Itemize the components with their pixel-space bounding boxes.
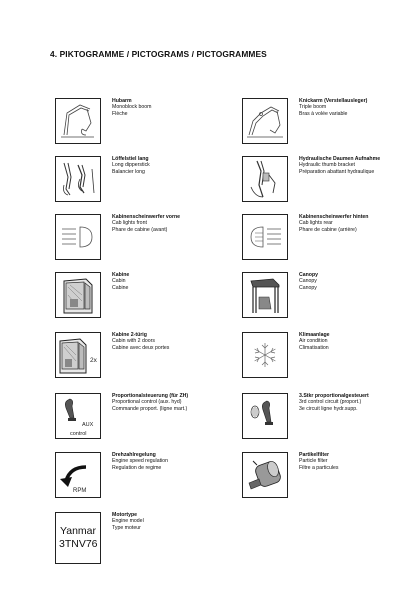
label-fr: Type moteur: [112, 524, 141, 531]
icon-frame: [55, 332, 101, 378]
rear-light-icon: [243, 215, 287, 259]
label-en: Cab lights front: [112, 220, 147, 227]
label-en: Triple boom: [299, 104, 327, 111]
pictogram-triple-boom: [242, 98, 416, 148]
label-en: Cabin with 2 doors: [112, 338, 155, 345]
icon-label-yanmar: Yanmar: [60, 525, 96, 537]
page-title: 4. PIKTOGRAMME / PICTOGRAMS / PICTOGRAMMES: [50, 49, 267, 59]
icon-frame: [55, 272, 101, 318]
label-en: Particle filter: [299, 458, 328, 465]
cabin-two-doors-icon: [56, 333, 100, 377]
label-de: Motortype: [112, 512, 138, 518]
pictogram-cabin-two-doors: [55, 332, 245, 382]
pictogram-proportional-control: [55, 393, 245, 443]
label-fr: Climatisation: [299, 344, 329, 351]
icon-frame: [242, 452, 288, 498]
label-de: Knickarm (Verstellausleger): [299, 98, 368, 104]
pictogram-thumb-bracket: [242, 156, 416, 206]
icon-frame: [55, 393, 101, 439]
label-fr: Cabine avec deux portes: [112, 344, 170, 351]
icon-frame: [242, 214, 288, 260]
label-fr: Regulation de regime: [112, 464, 162, 471]
label-fr: Phare de cabine (arrière): [299, 226, 357, 233]
label-fr: Commande proport. (ligne mart.): [112, 405, 188, 412]
icon-label-control: control: [70, 431, 87, 437]
icon-label-engine-model: 3TNV76: [59, 538, 98, 550]
label-fr: Balancier long: [112, 168, 145, 175]
label-de: 3.Stkr proportionalgesteuert: [299, 393, 369, 399]
label-de: Löffelstiel lang: [112, 156, 149, 162]
icon-frame: [55, 98, 101, 144]
icon-frame: [242, 272, 288, 318]
label-de: Kabinenscheinwerfer hinten: [299, 214, 369, 220]
label-fr: Bras à volée variable: [299, 110, 348, 117]
label-fr: Cabine: [112, 284, 129, 291]
icon-frame: [55, 156, 101, 202]
monoblock-boom-icon: [56, 99, 100, 143]
pictogram-rear-light: [242, 214, 416, 264]
pictogram-cabin: [55, 272, 245, 322]
icon-frame: [242, 332, 288, 378]
icon-label-2x: 2x: [90, 357, 97, 364]
label-en: Proportional control (aux. hyd): [112, 399, 182, 406]
label-de: Kabinenscheinwerfer vorne: [112, 214, 181, 220]
thumb-bracket-icon: [243, 157, 287, 201]
joystick-roller-icon: [243, 394, 287, 438]
icon-frame: [242, 98, 288, 144]
pictogram-particle-filter: [242, 452, 416, 502]
label-de: Proportionalsteuerung (für ZH): [112, 393, 189, 399]
particle-filter-icon: [243, 453, 287, 497]
label-fr: Préparation abattant hydraulique: [299, 168, 375, 175]
pictogram-canopy: [242, 272, 416, 322]
icon-label-rpm: RPM: [73, 488, 87, 494]
label-en: 3rd control circuit (proport.): [299, 399, 362, 406]
snowflake-icon: [243, 333, 287, 377]
label-de: Partikelfilter: [299, 452, 329, 458]
label-en: Engine model: [112, 518, 144, 525]
label-de: Kabine 2-türig: [112, 332, 147, 338]
label-fr: Canopy: [299, 284, 317, 291]
label-de: Canopy: [299, 272, 319, 278]
cabin-icon: [56, 273, 100, 317]
triple-boom-icon: [243, 99, 287, 143]
icon-frame: [55, 214, 101, 260]
label-en: Canopy: [299, 278, 317, 285]
label-en: Engine speed regulation: [112, 458, 168, 465]
icon-frame: [55, 452, 101, 498]
label-de: Drehzahlregelung: [112, 452, 156, 458]
label-en: Air condition: [299, 338, 328, 345]
icon-frame: [242, 156, 288, 202]
label-en: Monoblock boom: [112, 104, 152, 111]
label-de: Hubarm: [112, 98, 132, 104]
label-en: Cabin: [112, 278, 126, 285]
label-en: Hydraulic thumb bracket: [299, 162, 355, 169]
front-light-icon: [56, 215, 100, 259]
canopy-icon: [243, 273, 287, 317]
label-de: Hydraulische Daumen Aufnahme: [299, 156, 381, 162]
label-en: Long dipperstick: [112, 162, 150, 169]
pictogram-front-light: [55, 214, 245, 264]
pictogram-monoblock-boom: [55, 98, 245, 148]
label-fr: Flèche: [112, 110, 128, 117]
pictogram-air-condition: [242, 332, 416, 382]
label-fr: 3e circuit ligne hydr.supp.: [299, 405, 358, 412]
long-dipperstick-icon: [56, 157, 100, 201]
label-en: Cab lights rear: [299, 220, 333, 227]
pictogram-engine-model: [55, 512, 245, 562]
icon-label-aux: AUX: [82, 422, 94, 428]
label-de: Klimaanlage: [299, 332, 330, 338]
pictogram-engine-speed: [55, 452, 245, 502]
label-fr: Phare de cabine (avant): [112, 226, 168, 233]
icon-frame: [55, 512, 101, 564]
icon-frame: [242, 393, 288, 439]
label-de: Kabine: [112, 272, 130, 278]
pictogram-long-dipperstick: [55, 156, 245, 206]
pictogram-third-control-circuit: [242, 393, 416, 443]
label-fr: Filtre a particules: [299, 464, 339, 471]
